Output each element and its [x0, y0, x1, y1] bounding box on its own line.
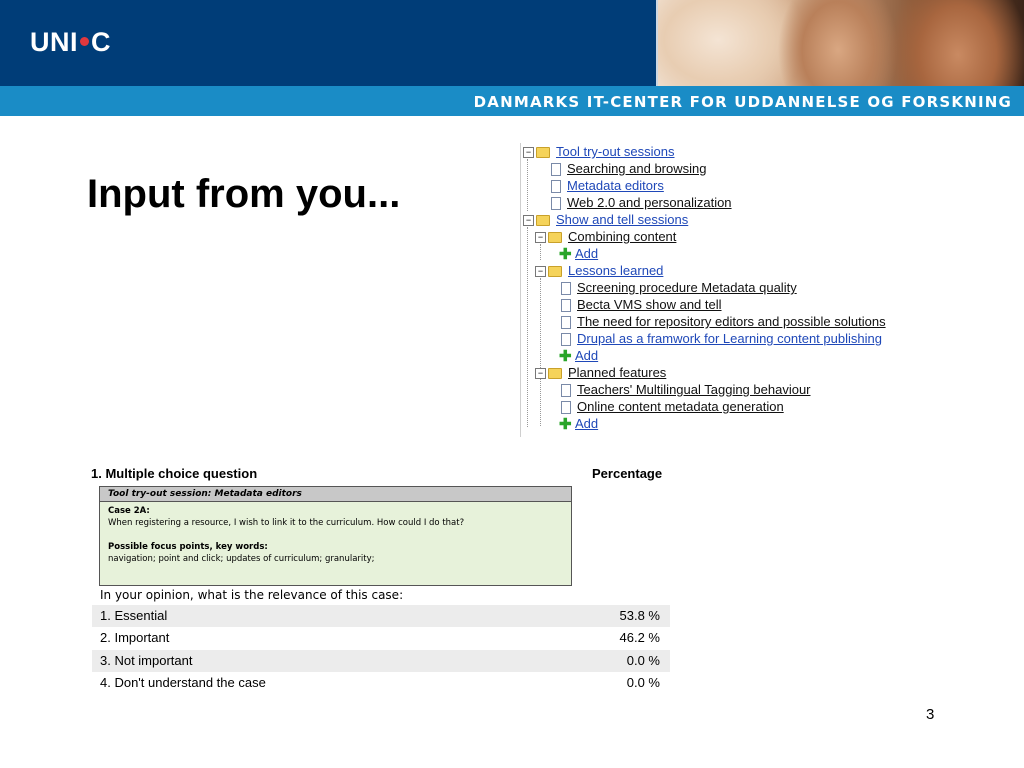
answer-row: [92, 672, 670, 694]
tree-folder-lessons-learned[interactable]: [535, 262, 663, 279]
tree-node-label[interactable]: Add: [575, 348, 599, 363]
session-tree: [520, 143, 921, 437]
logo-text-right: C: [91, 27, 111, 57]
header-photo: [658, 0, 1024, 86]
collapse-icon[interactable]: −: [535, 232, 546, 243]
answer-row: [92, 650, 670, 672]
answer-value: 0.0 %: [626, 675, 660, 690]
case-box: [99, 486, 572, 586]
tree-node-label[interactable]: Becta VMS show and tell: [577, 297, 722, 312]
tree-add-lessons[interactable]: [559, 347, 598, 364]
folder-icon: [536, 215, 550, 226]
collapse-icon[interactable]: −: [523, 147, 534, 158]
tree-node-label[interactable]: Drupal as a framwork for Learning content publishing: [577, 331, 882, 346]
tree-node-label[interactable]: Metadata editors: [567, 178, 664, 193]
case-text: When registering a resource, I wish to link it to the curriculum. How could I do that?: [108, 518, 465, 528]
document-icon: [551, 197, 561, 210]
folder-icon: [548, 266, 562, 277]
document-icon: [561, 282, 571, 295]
tree-item-multilingual-tagging[interactable]: [561, 381, 811, 398]
tree-add-planned[interactable]: [559, 415, 598, 432]
case-body: [100, 502, 571, 568]
tree-item-metadata-editors[interactable]: [551, 177, 664, 194]
document-icon: [561, 316, 571, 329]
tree-folder-combining-content[interactable]: [535, 228, 676, 245]
tree-add-combining[interactable]: [559, 245, 598, 262]
tree-node-label[interactable]: Add: [575, 416, 599, 431]
question-prompt: In your opinion, what is the relevance of this case:: [100, 588, 404, 602]
document-icon: [551, 163, 561, 176]
answer-label: 4. Don't understand the case: [100, 675, 266, 690]
collapse-icon[interactable]: −: [523, 215, 534, 226]
document-icon: [551, 180, 561, 193]
percentage-header: Percentage: [592, 466, 663, 481]
tree-node-label[interactable]: Planned features: [568, 365, 667, 380]
tree-item-web20[interactable]: [551, 194, 732, 211]
tree-item-drupal[interactable]: [561, 330, 882, 347]
focus-text: navigation; point and click; updates of curriculum; granularity;: [108, 554, 375, 564]
tree-item-screening[interactable]: [561, 279, 797, 296]
focus-label: Possible focus points, key words:: [108, 542, 268, 552]
tree-node-label[interactable]: The need for repository editors and possible solutions: [577, 314, 886, 329]
tree-item-metadata-generation[interactable]: [561, 398, 784, 415]
tree-node-label[interactable]: Teachers' Multilingual Tagging behaviour: [577, 382, 811, 397]
collapse-icon[interactable]: −: [535, 266, 546, 277]
tree-folder-planned-features[interactable]: [535, 364, 666, 381]
folder-icon: [536, 147, 550, 158]
tree-node-label[interactable]: Add: [575, 246, 599, 261]
slide-title: Input from you...: [87, 172, 401, 216]
tree-node-label[interactable]: Show and tell sessions: [556, 212, 689, 227]
collapse-icon[interactable]: −: [535, 368, 546, 379]
tree-folder-show-and-tell[interactable]: [523, 211, 688, 228]
tree-node-label[interactable]: Lessons learned: [568, 263, 664, 278]
page-number: 3: [926, 706, 935, 723]
tree-node-label[interactable]: Tool try-out sessions: [556, 144, 675, 159]
tree-node-label[interactable]: Online content metadata generation: [577, 399, 784, 414]
question-title: 1. Multiple choice question: [91, 466, 258, 481]
tree-node-label[interactable]: Screening procedure Metadata quality: [577, 280, 797, 295]
answer-row: [92, 605, 670, 627]
tree-connector: [540, 244, 541, 260]
answer-value: 53.8 %: [619, 608, 660, 623]
tree-node-label[interactable]: Searching and browsing: [567, 161, 707, 176]
logo-text-left: UNI: [30, 27, 78, 57]
plus-icon: ✚: [559, 348, 572, 366]
folder-icon: [548, 368, 562, 379]
document-icon: [561, 384, 571, 397]
header-subtitle: DANMARKS IT-CENTER FOR UDDANNELSE OG FORSKNING: [473, 93, 1012, 111]
tree-connector: [540, 278, 541, 426]
tree-folder-tool-tryout[interactable]: [523, 143, 675, 160]
case-label: Case 2A:: [108, 506, 150, 516]
tree-node-label[interactable]: Combining content: [568, 229, 677, 244]
answer-row: [92, 627, 670, 649]
answer-value: 46.2 %: [619, 630, 660, 645]
tree-item-searching[interactable]: [551, 160, 706, 177]
tree-node-label[interactable]: Web 2.0 and personalization: [567, 195, 732, 210]
unic-logo: [30, 27, 111, 58]
case-header: Tool try-out session: Metadata editors: [100, 487, 571, 502]
logo-dot-icon: [80, 37, 89, 46]
tree-item-becta[interactable]: [561, 296, 722, 313]
document-icon: [561, 299, 571, 312]
tree-connector: [527, 227, 528, 427]
tree-connector: [527, 159, 528, 211]
answer-label: 2. Important: [100, 630, 170, 645]
plus-icon: ✚: [559, 246, 572, 264]
document-icon: [561, 401, 571, 414]
folder-icon: [548, 232, 562, 243]
answer-value: 0.0 %: [626, 653, 660, 668]
answer-label: 1. Essential: [100, 608, 168, 623]
answer-label: 3. Not important: [100, 653, 193, 668]
plus-icon: ✚: [559, 416, 572, 434]
tree-item-repository-editors[interactable]: [561, 313, 886, 330]
document-icon: [561, 333, 571, 346]
